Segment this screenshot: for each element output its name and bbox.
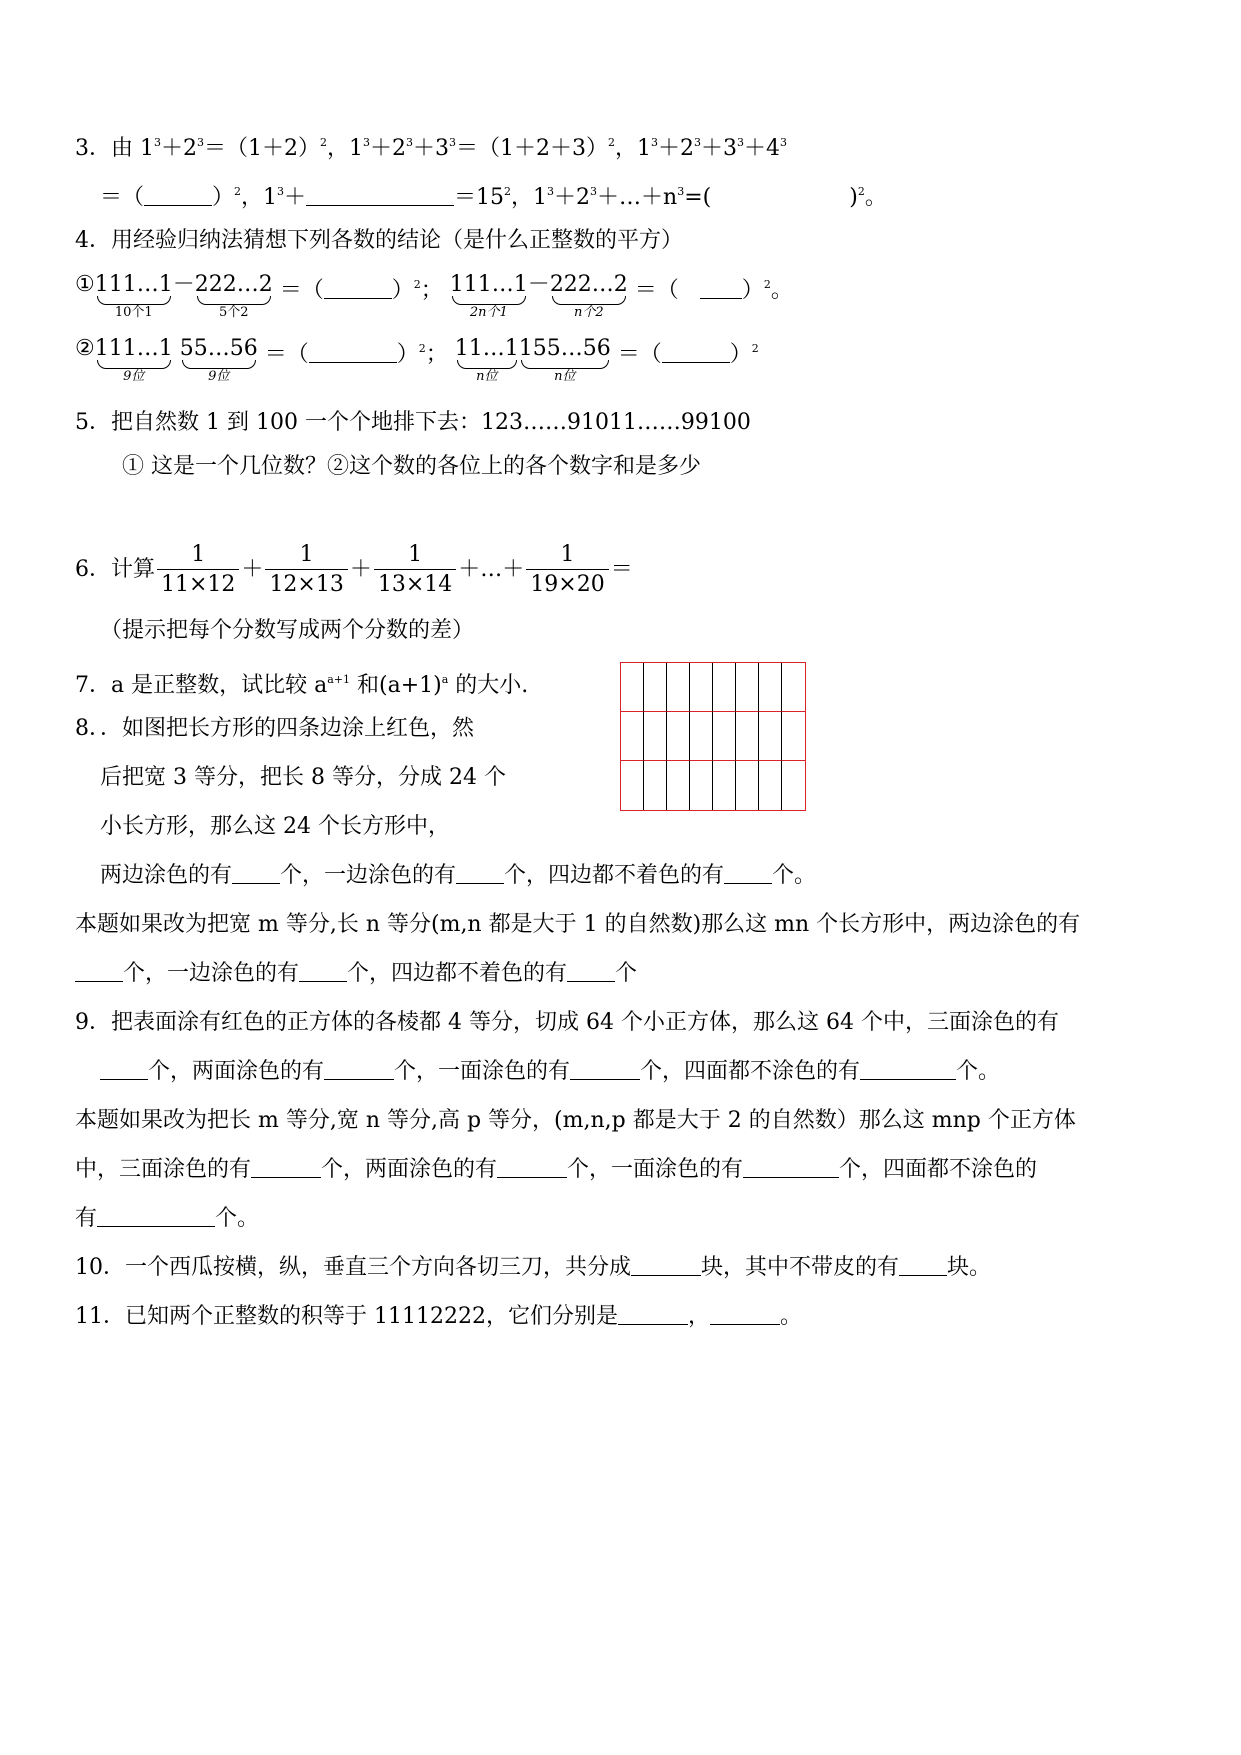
term: 222…2 (549, 272, 628, 297)
superscript: 3 (651, 136, 658, 149)
underbrace-term (455, 334, 519, 384)
superscript: 2 (413, 278, 421, 291)
fraction (157, 541, 239, 600)
grid-cell (621, 712, 644, 761)
superscript: 3 (449, 136, 456, 149)
text: 7．a 是正整数，试比较 a (75, 673, 328, 698)
grid-cell (690, 712, 713, 761)
q4-title: 4．用经验归纳法猜想下列各数的结论（是什么正整数的平方） (75, 228, 683, 253)
text: ＋…＋n (597, 185, 678, 210)
text: ＝（1＋2） (204, 136, 320, 161)
text: ； (420, 278, 443, 303)
answer-blank[interactable] (860, 1059, 956, 1080)
brace-label: n位 (554, 369, 576, 384)
text: 个 (615, 961, 638, 986)
text: 个，四面都不涂色的 (839, 1157, 1038, 1182)
answer-blank[interactable] (662, 342, 730, 363)
answer-blank[interactable] (299, 961, 347, 982)
text-group: ＝（ ）$^2$； (257, 342, 448, 367)
grid-cell (644, 712, 667, 761)
superscript: 2 (751, 342, 759, 355)
q9-line4 (75, 1155, 1037, 1185)
text: 。 (864, 185, 887, 210)
q8-line1: 8．．如图把长方形的四条边涂上红色，然 (75, 716, 474, 741)
underbrace-term (95, 334, 173, 384)
superscript: 3 (547, 185, 555, 198)
brace-label: n个2 (573, 305, 604, 320)
grid-cell (690, 663, 713, 712)
answer-blank[interactable] (710, 1304, 780, 1325)
text: ＋3 (701, 136, 737, 161)
text: ，1 (327, 136, 363, 161)
grid-cell (713, 761, 736, 810)
text: ＝ (610, 557, 633, 582)
answer-blank[interactable] (456, 863, 504, 884)
superscript: 2 (418, 342, 426, 355)
text: ； (425, 342, 448, 367)
text: ＋2 (554, 185, 591, 210)
text: 3．由 1 (75, 136, 154, 161)
text: ＋…＋ (458, 557, 525, 582)
grid-cell (782, 761, 805, 810)
answer-blank[interactable] (251, 1157, 321, 1178)
text: ＋2 (161, 136, 197, 161)
underbrace-term (519, 334, 611, 384)
q8-line3: 小长方形，那么这 24 个长方形中， (100, 814, 450, 839)
text: 个，四边都不着色的有 (504, 863, 725, 888)
answer-blank[interactable] (324, 1059, 394, 1080)
text: ＋ (241, 557, 264, 582)
q11-line (75, 1302, 802, 1332)
brace-label: n位 (476, 369, 498, 384)
text: ） (212, 185, 235, 210)
text: 的大小. (448, 673, 529, 698)
text: 两边涂色的有 (100, 863, 233, 888)
numerator: 1 (560, 541, 575, 567)
superscript: 2 (320, 136, 327, 149)
q7-line (75, 665, 528, 701)
underbrace-term (450, 270, 528, 320)
text: 块。 (947, 1255, 992, 1280)
q3-line2 (100, 177, 887, 213)
text: ＝（1＋2＋3） (456, 136, 608, 161)
superscript: 2 (504, 185, 512, 198)
grid-cell (736, 712, 759, 761)
text: 。 (779, 1304, 802, 1329)
grid-cell (644, 761, 667, 810)
grid-cell (736, 663, 759, 712)
q6-line (75, 540, 633, 600)
superscript: 2 (763, 278, 771, 291)
answer-blank[interactable] (899, 1255, 947, 1276)
text-group: ＝（ ）$^2$ (610, 342, 759, 367)
text: ) (849, 185, 858, 210)
underbrace-term (195, 270, 273, 320)
brace-label: 9位 (208, 369, 230, 384)
grid-cell (759, 712, 782, 761)
superscript: 3 (154, 136, 161, 149)
answer-blank[interactable] (631, 1255, 701, 1276)
q8-line6 (75, 959, 637, 989)
q9-line1: 9．把表面涂有红色的正方体的各棱都 4 等分，切成 64 个小正方体，那么这 64 个中，三面涂色的有 (75, 1010, 1059, 1035)
term: 111…1 (94, 336, 173, 361)
text: 和(a+1) (350, 673, 442, 698)
superscript: 3 (277, 185, 285, 198)
superscript: 3 (363, 136, 370, 149)
q9-line5 (75, 1204, 259, 1234)
grid-cell (644, 663, 667, 712)
q8-line2: 后把宽 3 等分，把长 8 等分，分成 24 个 (100, 765, 506, 790)
answer-blank[interactable] (232, 863, 280, 884)
circled-number: ① (75, 272, 95, 297)
numerator: 1 (191, 541, 206, 567)
q9-line2 (100, 1057, 1000, 1087)
superscript: 3 (677, 185, 685, 198)
term: 155…56 (518, 336, 611, 361)
text: ，1 (615, 136, 651, 161)
grid-cell (667, 712, 690, 761)
text: － (172, 272, 195, 297)
text: 个，一边涂色的有 (280, 863, 457, 888)
answer-blank[interactable] (309, 342, 397, 363)
superscript: 3 (406, 136, 413, 149)
brace-label: 10个1 (114, 305, 153, 320)
answer-blank[interactable] (743, 1157, 839, 1178)
text: ，1 (511, 185, 548, 210)
grid-cell (782, 712, 805, 761)
superscript: 2 (857, 185, 865, 198)
denominator: 12×13 (265, 569, 347, 600)
denominator: 11×12 (157, 569, 239, 600)
text: ＋ (349, 557, 372, 582)
fraction (265, 541, 347, 600)
text: 个，一面涂色的有 (567, 1157, 744, 1182)
answer-blank[interactable] (497, 1157, 567, 1178)
circled-number: ② (75, 336, 95, 361)
answer-blank[interactable] (100, 1059, 148, 1080)
fraction (374, 541, 456, 600)
term: 55…56 (179, 336, 258, 361)
text: － (527, 272, 550, 297)
text: 6．计算 (75, 557, 155, 582)
numerator: 1 (299, 541, 314, 567)
denominator: 13×14 (374, 569, 456, 600)
text: 11．已知两个正整数的积等于 11112222，它们分别是 (75, 1304, 618, 1329)
grid-cell (621, 663, 644, 712)
superscript: 3 (737, 136, 744, 149)
q8-line4 (100, 861, 816, 891)
underbrace-term (180, 334, 258, 384)
q10-line (75, 1253, 991, 1283)
text: 中，三面涂色的有 (75, 1157, 252, 1182)
grid-cell (713, 663, 736, 712)
answer-blank[interactable] (618, 1304, 688, 1325)
text: 个，两面涂色的有 (148, 1059, 325, 1084)
text: 块，其中不带皮的有 (701, 1255, 900, 1280)
text: 个，四边都不着色的有 (347, 961, 568, 986)
numerator: 1 (408, 541, 423, 567)
term: 111…1 (94, 272, 173, 297)
text: 。 (770, 278, 793, 303)
text: ＝15 (454, 185, 505, 210)
answer-blank[interactable] (700, 278, 742, 299)
superscript: a+1 (327, 673, 350, 686)
superscript: 2 (608, 136, 615, 149)
superscript: 3 (197, 136, 204, 149)
answer-blank[interactable] (724, 863, 772, 884)
answer-blank[interactable] (144, 185, 212, 206)
answer-blank[interactable] (570, 1059, 640, 1080)
brace-label: 5个2 (218, 305, 249, 320)
text: 个，四面都不涂色的有 (640, 1059, 861, 1084)
text-group: ＝（ ）$^2$； (272, 278, 443, 303)
text: 个。 (956, 1059, 1001, 1084)
answer-blank[interactable] (75, 961, 123, 982)
text: ＝（ (100, 185, 145, 210)
grid-cell (759, 663, 782, 712)
q6-hint: （提示把每个分数写成两个分数的差） (100, 618, 475, 643)
text: 个，两面涂色的有 (321, 1157, 498, 1182)
text: ＋3 (413, 136, 449, 161)
superscript: a (441, 673, 449, 686)
grid-cell (621, 761, 644, 810)
term: 11…1 (454, 336, 519, 361)
q5-line2: ① 这是一个几位数？②这个数的各位上的各个数字和是多少 (122, 454, 701, 479)
q4-row1 (75, 270, 793, 320)
underbrace-term (550, 270, 628, 320)
q3-line1 (75, 128, 787, 164)
text: ＋2 (658, 136, 694, 161)
brace-label: 9位 (123, 369, 145, 384)
text-group: ＝（ ）$^2$。 (627, 278, 793, 303)
term: 222…2 (194, 272, 273, 297)
grid-cell (736, 761, 759, 810)
answer-blank[interactable] (324, 278, 392, 299)
superscript: 3 (694, 136, 701, 149)
text: ＋ (284, 185, 307, 210)
text: ，1 (241, 185, 278, 210)
grid-cell (759, 761, 782, 810)
grid-cell (690, 761, 713, 810)
grid-cell (667, 663, 690, 712)
text: 个。 (772, 863, 817, 888)
answer-blank[interactable] (567, 961, 615, 982)
text: 个，一面涂色的有 (394, 1059, 571, 1084)
q9-line3: 本题如果改为把长 m 等分,宽 n 等分,高 p 等分，(m,n,p 都是大于 2 的自然数）那么这 mnp 个正方体 (75, 1108, 1076, 1133)
superscript: 3 (590, 185, 598, 198)
q4-row2 (75, 334, 759, 384)
answer-blank[interactable] (306, 185, 454, 206)
text: 有 (75, 1206, 98, 1231)
text: ＋4 (744, 136, 780, 161)
text: 个，一边涂色的有 (123, 961, 300, 986)
underbrace-term (95, 270, 173, 320)
rectangle-grid-figure (620, 662, 806, 811)
text: 个。 (215, 1206, 260, 1231)
fraction (526, 541, 608, 600)
term: 111…1 (449, 272, 528, 297)
q5-line1: 5．把自然数 1 到 100 一个个地排下去：123……91011……99100 (75, 410, 751, 435)
denominator: 19×20 (526, 569, 608, 600)
grid-cell (782, 663, 805, 712)
q8-line5: 本题如果改为把宽 m 等分,长 n 等分(m,n 都是大于 1 的自然数)那么这 mn 个长方形中，两边涂色的有 (75, 912, 1081, 937)
grid-cell (667, 761, 690, 810)
superscript: 3 (780, 136, 787, 149)
answer-blank[interactable] (97, 1206, 215, 1227)
text: ＋2 (370, 136, 406, 161)
text: 10．一个西瓜按横，纵，垂直三个方向各切三刀，共分成 (75, 1255, 631, 1280)
superscript: 2 (234, 185, 242, 198)
text: =( (684, 185, 712, 210)
text: ， (687, 1304, 710, 1329)
grid-cell (713, 712, 736, 761)
brace-label: 2n个1 (469, 305, 508, 320)
